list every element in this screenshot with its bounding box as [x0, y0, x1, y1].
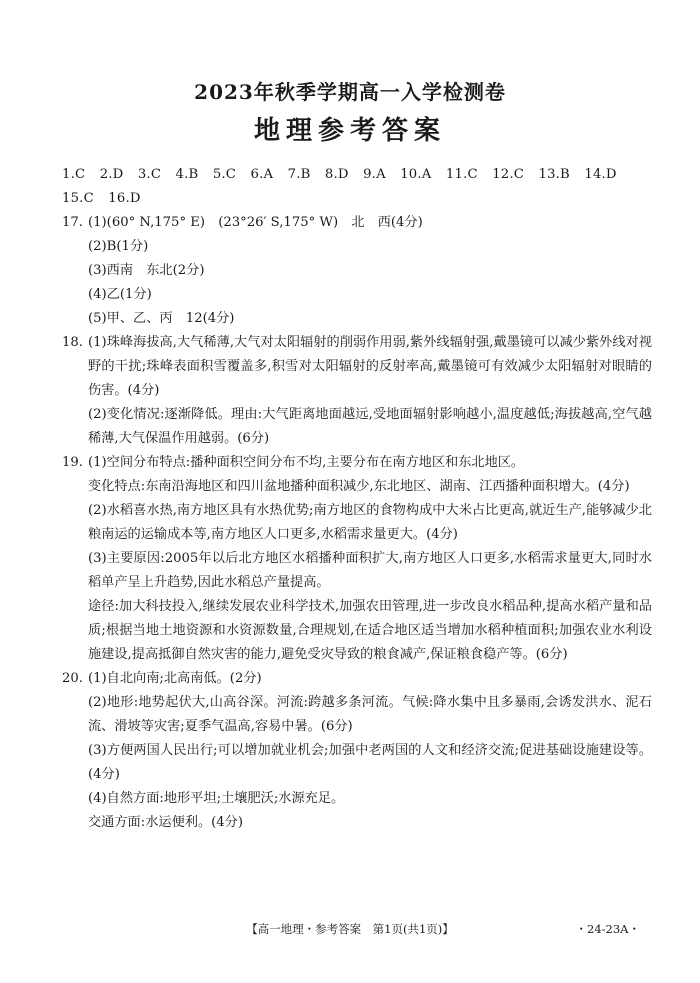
footer-page-info: 【高一地理・参考答案 第1页(共1页)】 [246, 922, 454, 936]
choice-answer: 5.C [212, 167, 237, 182]
choice-answer: 7.B [287, 167, 311, 182]
q17-part-4: (4)乙(1分) [88, 287, 152, 302]
q20-part-2: (2)地形:地势起伏大,山高谷深。河流:跨越多条河流。气候:降水集中且多暴雨,会诱发洪水、泥石流、滑坡等灾害;夏季气温高,容易中暑。(6分) [88, 695, 652, 734]
choice-answer: 2.D [99, 167, 124, 182]
question-17 [62, 211, 652, 331]
q18-part-2: (2)变化情况:逐渐降低。理由:大气距离地面越远,受地面辐射影响越小,温度越低;海拔越高,空气越稀薄,大气保温作用越弱。(6分) [88, 407, 652, 446]
question-18 [62, 331, 652, 451]
q19-part-2: (2)水稻喜水热,南方地区具有水热优势;南方地区的食物构成中大米占比更高,就近生产,能够减少北粮南运的运输成本等,南方地区人口更多,水稻需求量更大。(4分) [88, 503, 652, 542]
question-number: 19. [62, 455, 83, 470]
exam-title: 2023年秋季学期高一入学检测卷 [194, 80, 506, 104]
question-number: 18. [62, 335, 83, 350]
choice-answer: 15.C [62, 191, 94, 206]
q17-part-5: (5)甲、乙、丙 12(4分) [88, 311, 235, 326]
choice-answer: 13.B [538, 167, 570, 182]
q20-part-3: (3)方便两国人民出行;可以增加就业机会;加强中老两国的人文和经济交流;促进基础设施建设等。(4分) [88, 743, 652, 782]
q20-part-1: (1)自北向南;北高南低。(2分) [88, 671, 262, 686]
q17-part-1: (1)(60° N,175° E) (23°26′ S,175° W) 北 西(4分) [88, 215, 423, 230]
q19-part-3: (3)主要原因:2005年以后北方地区水稻播种面积扩大,南方地区人口更多,水稻需求量更大,同时水稻单产呈上升趋势,因此水稻总产量提高。 [88, 551, 652, 590]
choice-answer: 3.C [137, 167, 162, 182]
question-20 [62, 667, 652, 835]
choice-answers-row-2 [62, 187, 652, 211]
q19-part-1: (1)空间分布特点:播种面积空间分布不均,主要分布在南方地区和东北地区。 [88, 455, 525, 470]
q17-part-2: (2)B(1分) [88, 239, 149, 254]
q19-part-1b: 变化特点:东南沿海地区和四川盆地播种面积减少,东北地区、湖南、江西播种面积增大。(4分) [88, 479, 630, 494]
question-number: 20. [62, 671, 83, 686]
answer-content [62, 163, 652, 835]
question-number: 17. [62, 215, 83, 230]
answer-subtitle: 地理参考答案 [253, 116, 446, 146]
choice-answer: 12.C [492, 167, 525, 182]
choice-answers-row-1 [62, 163, 652, 187]
page-footer [0, 919, 700, 939]
question-19 [62, 451, 652, 667]
choice-answer: 16.D [108, 191, 141, 206]
q18-part-1: (1)珠峰海拔高,大气稀薄,大气对太阳辐射的削弱作用弱,紫外线辐射强,戴墨镜可以减少紫外线对视野的干扰;珠峰表面积雪覆盖多,积雪对太阳辐射的反射率高,戴墨镜可有效减少太阳辐射对眼睛的伤害。(4分) [88, 335, 652, 398]
choice-answer: 6.A [250, 167, 274, 182]
q17-part-3: (3)西南 东北(2分) [88, 263, 205, 278]
q20-part-4b: 交通方面:水运便利。(4分) [88, 815, 243, 830]
choice-answer: 14.D [584, 167, 617, 182]
choice-answer: 1.C [62, 167, 86, 182]
choice-answer: 10.A [400, 167, 432, 182]
choice-answer: 4.B [175, 167, 199, 182]
choice-answer: 8.D [324, 167, 349, 182]
q20-part-4: (4)自然方面:地形平坦;土壤肥沃;水源充足。 [88, 791, 345, 806]
q19-part-3b: 途径:加大科技投入,继续发展农业科学技术,加强农田管理,进一步改良水稻品种,提高水稻产量和品质;根据当地土地资源和水资源数量,合理规划,在适合地区适当增加水稻种植面积;加强农业水利设施建设,提高抵御自然灾害的能力,避免受灾导致的粮食减产,保证粮食稳产等。(6分) [88, 599, 652, 662]
choice-answer: 11.C [445, 167, 478, 182]
footer-exam-code: ・24-23A・ [575, 922, 640, 936]
choice-answer: 9.A [363, 167, 386, 182]
